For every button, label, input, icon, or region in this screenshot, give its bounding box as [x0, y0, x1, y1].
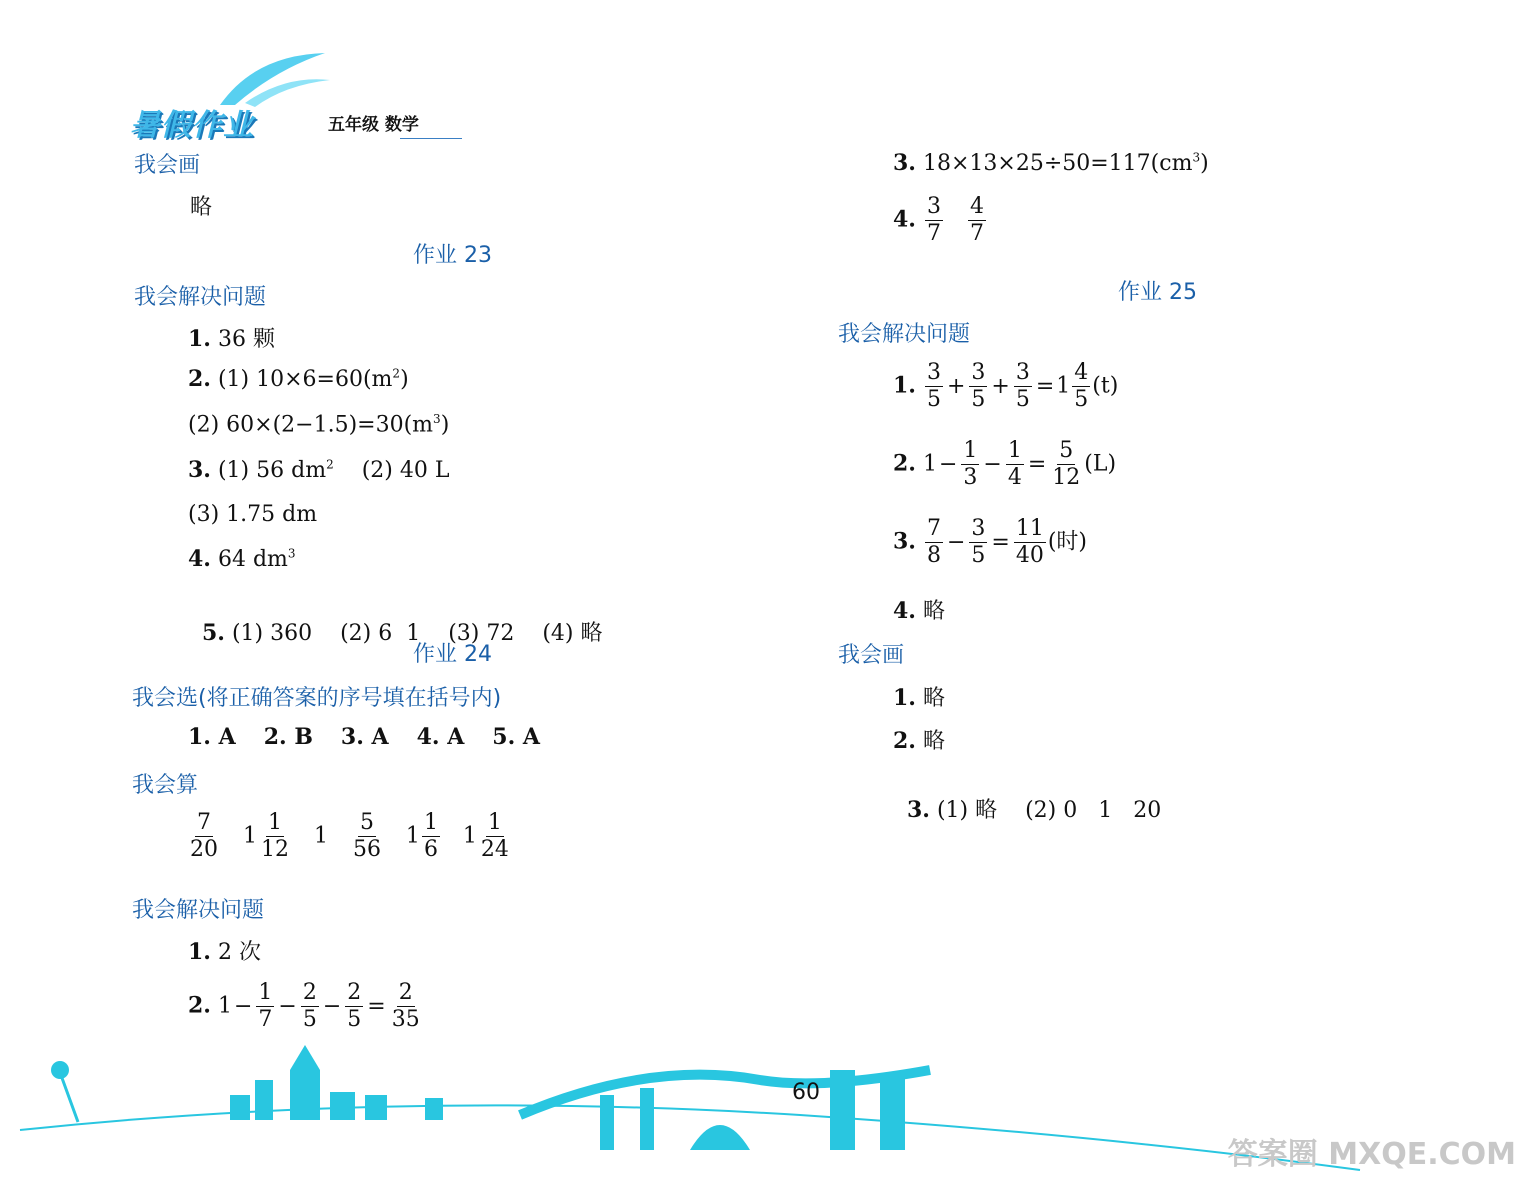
hw23-q1: 1. 36 颗	[188, 326, 275, 352]
hw24-q1: 1. 2 次	[188, 939, 261, 965]
hw23-q3a: 3. (1) 56 $dm^2$ (2) 40 L	[188, 457, 450, 483]
section-solve-title-2: 我会解决问题	[132, 898, 265, 923]
section-draw-title: 我会画	[134, 153, 201, 178]
choice-1: 1. A	[188, 724, 236, 750]
fraction: $\frac{7}{20}$	[190, 810, 218, 862]
fraction: $\frac{1}{12}$	[260, 810, 289, 862]
hw25-q2: 2. 1− $\frac{1}{3}$ − $\frac{1}{4}$ = $\frac{5}{12}$ (L)	[893, 438, 1117, 490]
hw25-d1: 1. 略	[893, 685, 945, 711]
hw24-q2: 2. 1− $\frac{1}{7}$ − $\frac{2}{5}$ − $\frac{2}{5}$ = $\frac{2}{35}$	[188, 980, 420, 1032]
section-solve-title-3: 我会解决问题	[838, 322, 971, 347]
calc-answers: $\frac{7}{20}$ 1 $\frac{1}{12}$ 1 $\frac{5}{56}$ 1 $\frac{1}{6}$ 1 $\frac{1}{24}$	[190, 810, 509, 862]
hw23-q2a: 2. (1) $10\times 6=60(m^2)$	[188, 366, 409, 392]
hw24-choices	[188, 724, 540, 750]
homework-25-title: 作业 25	[1118, 280, 1197, 305]
homework-23-title: 作业 23	[413, 243, 492, 268]
hw25-q3: 3. $\frac{7}{8}$ − $\frac{3}{5}$ = $\frac{11}{40}$ (时)	[893, 516, 1088, 568]
right-q4: 4. $\frac{3}{7}$ $\frac{4}{7}$	[893, 194, 984, 246]
choice-4: 4. A	[416, 724, 465, 750]
hw25-d2: 2. 略	[893, 728, 945, 754]
section-draw-title-2: 我会画	[838, 643, 905, 668]
hw25-q1: 1. $\frac{3}{5}$ + $\frac{3}{5}$ + $\frac{3}{5}$ =1 $\frac{4}{5}$ (t)	[893, 360, 1119, 412]
choice-5: 5. A	[492, 724, 540, 750]
draw-answer: 略	[190, 195, 213, 220]
fraction: $\frac{5}{56}$	[352, 810, 381, 862]
section-solve-title: 我会解决问题	[134, 285, 267, 310]
town-buildings-icon	[230, 1045, 443, 1120]
right-q3: 3. $18\times 13\times 25\div 50=117(cm^3)$	[893, 150, 1209, 176]
homework-24-title: 作业 24	[413, 642, 492, 667]
hw25-d3: 3. (1) 略 (2) 0 1 20	[907, 797, 1162, 823]
section-choose-title: 我会选(将正确答案的序号填在括号内)	[132, 686, 502, 711]
page-number: 60	[792, 1080, 820, 1105]
brand-title: 暑假作业	[130, 108, 254, 143]
lamp-post-icon	[51, 1061, 78, 1122]
choice-3: 3. A	[340, 724, 389, 750]
header-underline	[400, 138, 462, 139]
choice-2: 2. B	[263, 724, 313, 750]
watermark: 答案圈 MXQE.COM	[1227, 1137, 1516, 1172]
hw23-q4: 4. 64 $dm^3$	[188, 546, 296, 572]
section-calc-title: 我会算	[132, 773, 199, 798]
grade-subject: 五年级 数学	[328, 115, 419, 135]
hw25-q4: 4. 略	[893, 598, 945, 624]
fraction: $\frac{1}{6}$	[423, 810, 438, 862]
fraction: $\frac{1}{24}$	[480, 810, 509, 862]
hw23-q3c: (3) 1.75 dm	[188, 502, 318, 527]
hw23-q5: 5. (1) 360 (2) 6 1 (3) 72 (4) 略	[202, 620, 603, 646]
hw23-q2b: (2) $60\times(2-1.5)=30(m^3)$	[188, 412, 450, 438]
